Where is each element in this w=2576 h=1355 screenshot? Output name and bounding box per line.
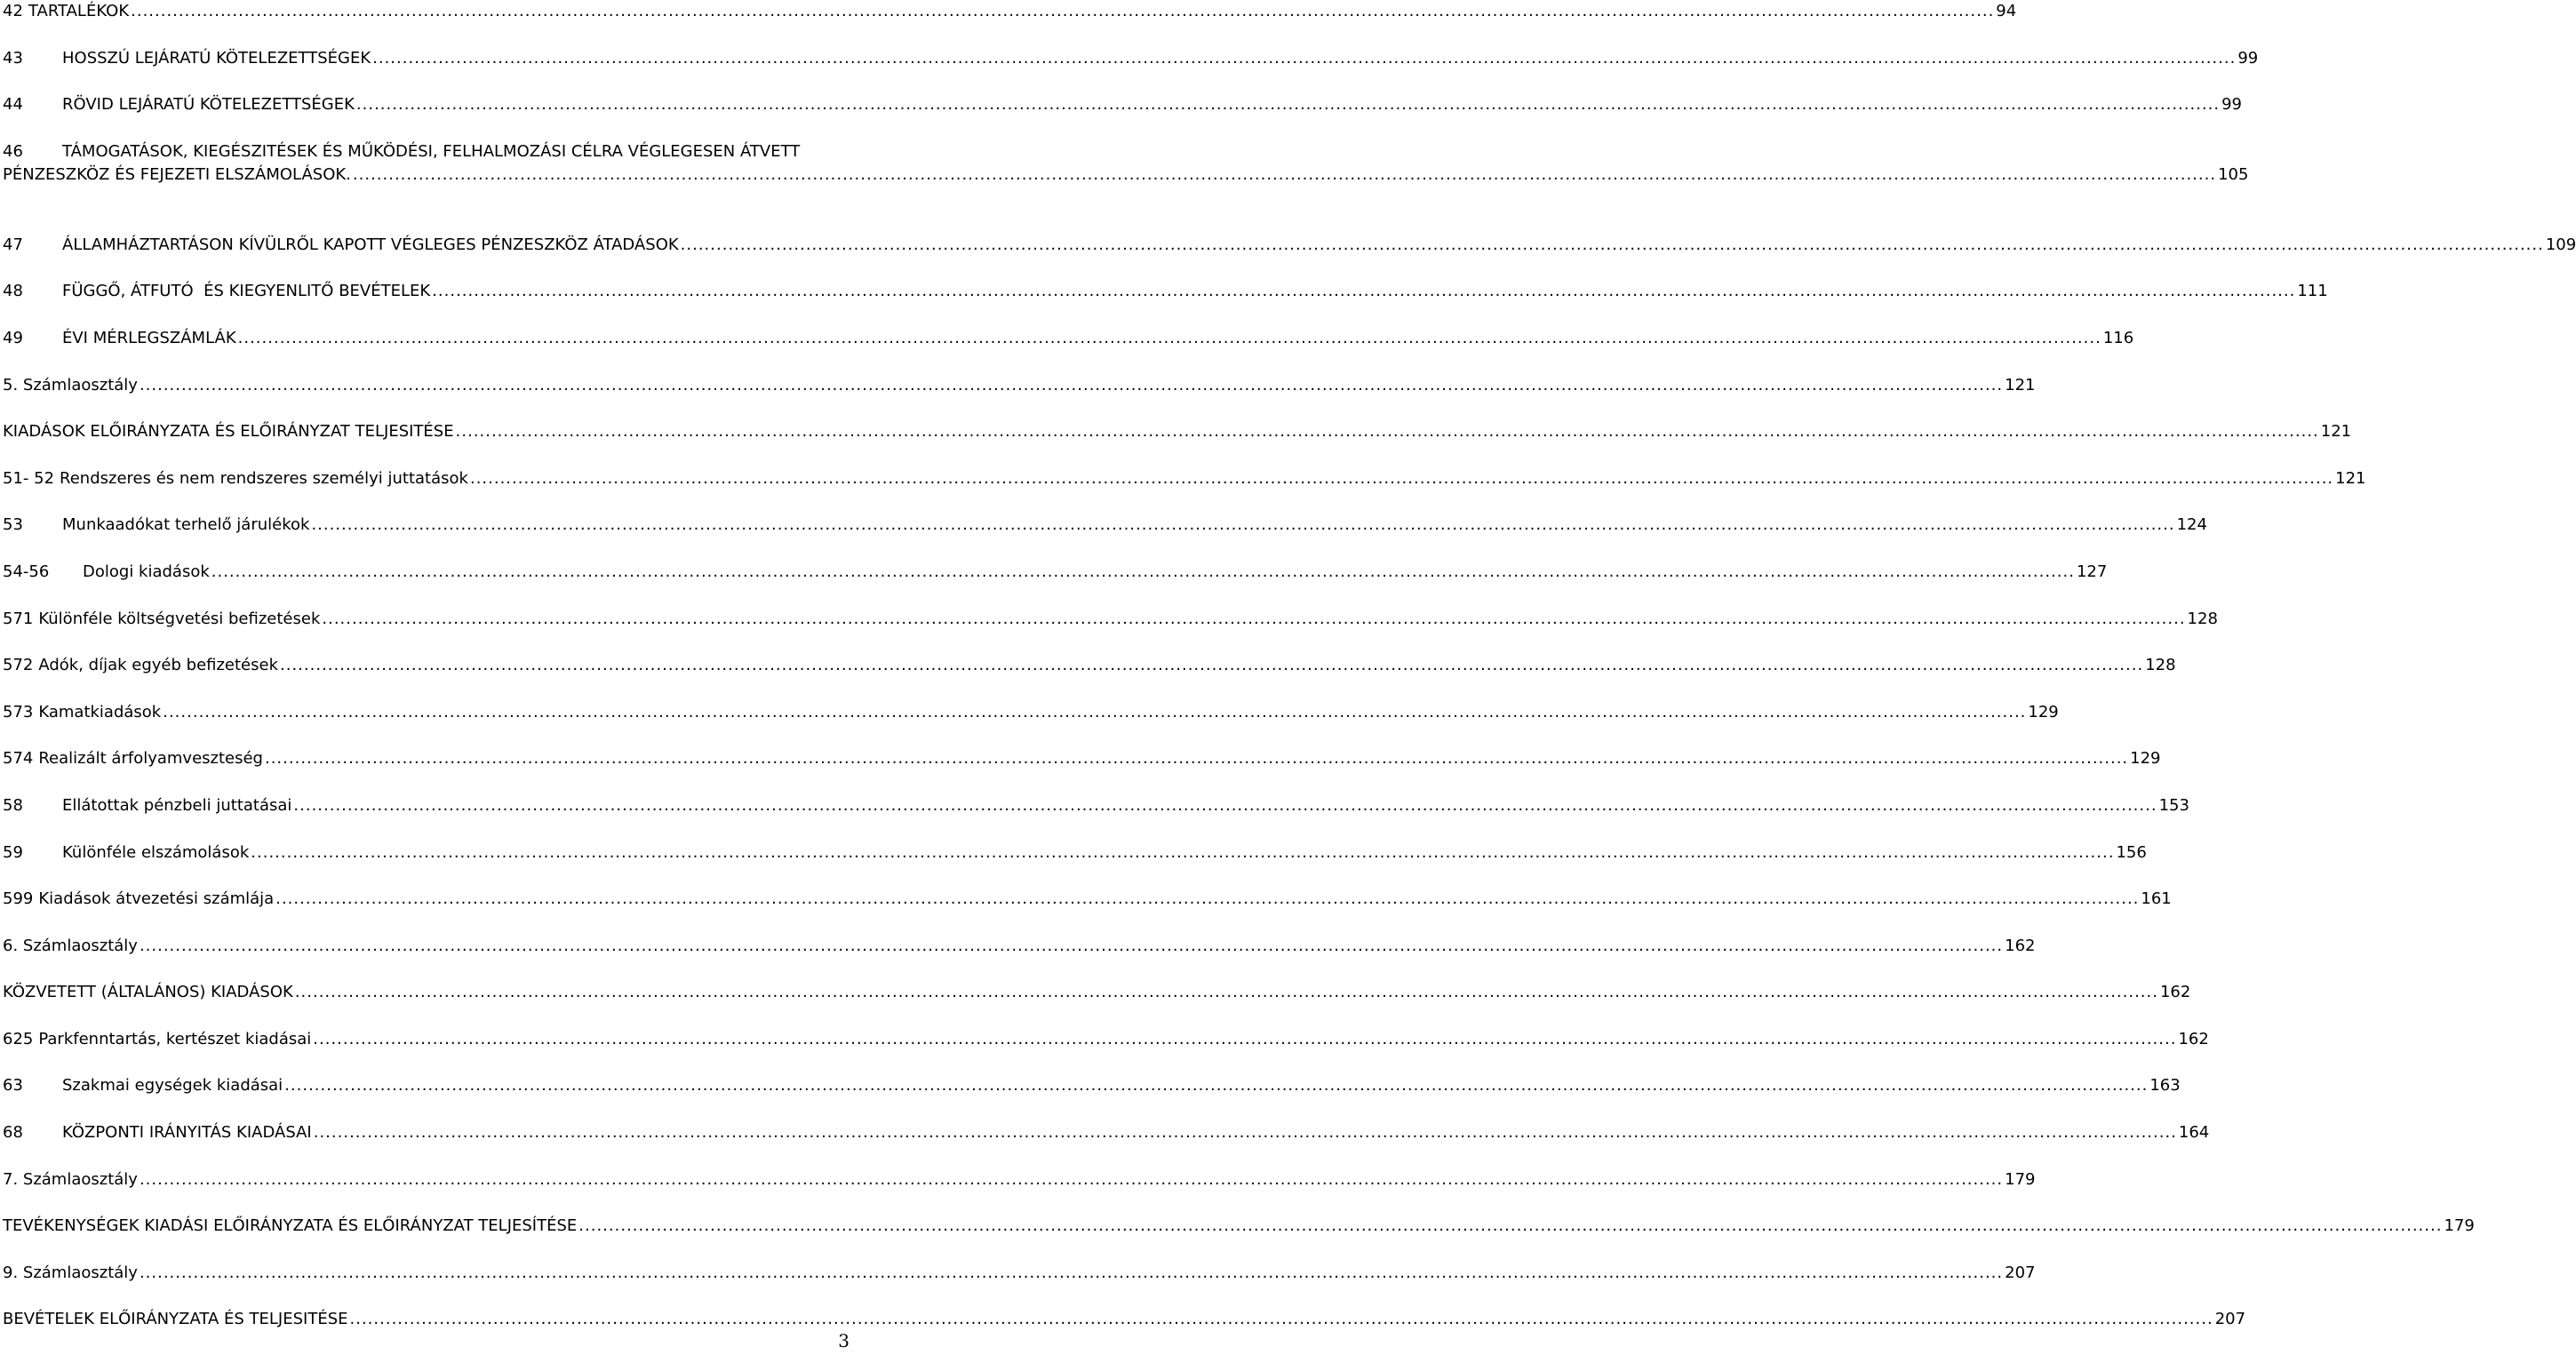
- dot-leader: [163, 701, 2026, 724]
- toc-entry[interactable]: [3, 747, 2161, 794]
- entry-page: 127: [2076, 562, 2108, 581]
- dot-leader: [372, 47, 2236, 70]
- dot-leader: [131, 0, 1994, 23]
- entry-title: KIADÁSOK ELŐIRÁNYZATA ÉS ELŐIRÁNYZAT TELJESITÉSE: [3, 422, 454, 442]
- entry-title: Realizált árfolyamveszteség: [38, 749, 263, 769]
- toc-entry[interactable]: [3, 1028, 2209, 1075]
- entry-title: Adók, díjak egyéb befizetések: [38, 656, 279, 675]
- toc-entry[interactable]: [3, 1215, 2475, 1262]
- entry-number: 48: [3, 282, 23, 301]
- toc-entry[interactable]: [3, 1308, 2246, 1355]
- entry-number: 53: [3, 515, 23, 535]
- entry-page: 121: [2320, 422, 2352, 442]
- entry-number: 44: [3, 95, 23, 115]
- entry-number: 68: [3, 1123, 23, 1143]
- entry-title: Különféle elszámolások: [62, 842, 250, 862]
- dot-leader: [265, 747, 2128, 770]
- dot-leader: [238, 327, 2101, 350]
- dot-leader: [353, 163, 2216, 187]
- entry-title-line2: PÉNZESZKÖZ ÉS FEJEZETI ELSZÁMOLÁSOK.: [3, 164, 351, 184]
- entry-title: HOSSZÚ LEJÁRATÚ KÖTELEZETTSÉGEK: [62, 48, 371, 68]
- dot-leader: [280, 654, 2143, 677]
- toc-entry[interactable]: [3, 93, 2242, 140]
- toc-entry[interactable]: [3, 140, 2249, 234]
- entry-page: 207: [2005, 1263, 2036, 1282]
- entry-page: 179: [2005, 1169, 2036, 1189]
- entry-page: 128: [2187, 609, 2218, 628]
- entry-page: 129: [2028, 702, 2059, 721]
- entry-title: TARTALÉKOK: [28, 2, 130, 20]
- entry-page: 156: [2116, 842, 2147, 862]
- toc-entry[interactable]: [3, 561, 2108, 608]
- entry-title: TEVÉKENYSÉGEK KIADÁSI ELŐIRÁNYZATA ÉS ELŐIRÁNYZAT TELJESÍTÉSE: [3, 1216, 578, 1236]
- entry-number: 47: [3, 235, 23, 254]
- entry-title: KÖZVETETT (ÁLTALÁNOS) KIADÁSOK: [3, 983, 293, 1002]
- entry-title: ÉVI MÉRLEGSZÁMLÁK: [62, 328, 236, 347]
- entry-page: 121: [2335, 468, 2366, 488]
- toc-entry[interactable]: [3, 888, 2172, 935]
- entry-page: 111: [2297, 282, 2328, 301]
- dot-leader: [432, 280, 2295, 303]
- entry-page: 116: [2102, 328, 2134, 347]
- dot-leader: [314, 1121, 2177, 1144]
- dot-leader: [275, 888, 2139, 911]
- toc-entry[interactable]: [3, 1168, 2036, 1216]
- entry-number: 46: [3, 141, 23, 161]
- entry-number: 43: [3, 48, 23, 68]
- entry-number: 571: [3, 609, 34, 628]
- entry-page: 128: [2145, 656, 2176, 675]
- entry-page: 164: [2178, 1123, 2210, 1143]
- entry-number: 599: [3, 889, 34, 909]
- toc-entry[interactable]: [3, 1262, 2036, 1309]
- entry-number: 625: [3, 1029, 34, 1048]
- toc-entry[interactable]: [3, 654, 2176, 701]
- entry-number: 58: [3, 795, 23, 815]
- entry-title: 7. Számlaosztály: [3, 1169, 138, 1189]
- entry-title: Különféle költségvetési befizetések: [38, 609, 321, 628]
- dot-leader: [313, 1028, 2176, 1051]
- dot-leader: [681, 234, 2544, 257]
- toc-entry[interactable]: [3, 280, 2328, 327]
- entry-title: Szakmai egységek kiadásai: [62, 1076, 283, 1096]
- entry-page: 105: [2218, 164, 2249, 184]
- entry-number: 59: [3, 842, 23, 862]
- entry-page: 163: [2149, 1076, 2181, 1096]
- dot-leader: [140, 374, 2003, 397]
- entry-title: Ellátottak pénzbeli juttatásai: [62, 795, 292, 815]
- entry-page: 121: [2005, 375, 2036, 395]
- toc-entry[interactable]: [3, 374, 2036, 421]
- entry-title: Kamatkiadások: [38, 702, 162, 721]
- dot-leader: [470, 467, 2333, 490]
- entry-title: 9. Számlaosztály: [3, 1263, 138, 1282]
- entry-page: 99: [2237, 48, 2259, 68]
- table-of-contents: [3, 0, 2576, 1355]
- entry-title: BEVÉTELEK ELŐIRÁNYZATA ÉS TELJESITÉSE: [3, 1310, 348, 1329]
- toc-entry[interactable]: [3, 234, 2576, 281]
- toc-entry[interactable]: [3, 467, 2366, 514]
- toc-entry[interactable]: [3, 608, 2218, 655]
- entry-page: 179: [2444, 1216, 2475, 1236]
- dot-leader: [211, 561, 2075, 584]
- entry-title: ÁLLAMHÁZTARTÁSON KÍVÜLRŐL KAPOTT VÉGLEGES PÉNZESZKÖZ ÁTADÁSOK: [62, 235, 679, 254]
- entry-page: 99: [2221, 95, 2242, 115]
- entry-number: 63: [3, 1076, 23, 1096]
- entry-number: 574: [3, 749, 34, 769]
- entry-page: 94: [1996, 2, 2017, 20]
- toc-entry[interactable]: [3, 981, 2191, 1028]
- entry-page: 153: [2158, 795, 2189, 815]
- toc-entry[interactable]: [3, 935, 2036, 982]
- toc-entry[interactable]: [3, 420, 2352, 467]
- toc-entry[interactable]: [3, 47, 2259, 94]
- toc-entry[interactable]: [3, 1074, 2181, 1121]
- dot-leader: [284, 1074, 2148, 1097]
- entry-number: 49: [3, 328, 23, 347]
- entry-number: 572: [3, 656, 34, 675]
- entry-number: 573: [3, 702, 34, 721]
- toc-entry[interactable]: [3, 701, 2059, 748]
- entry-title: KÖZPONTI IRÁNYITÁS KIADÁSAI: [62, 1123, 312, 1143]
- dot-leader: [251, 841, 2114, 865]
- entry-title: FÜGGŐ, ÁTFUTÓ ÉS KIEGYENLITŐ BEVÉTELEK: [62, 282, 431, 301]
- page-number: 3: [838, 1330, 849, 1351]
- entry-number: 51- 52: [3, 468, 55, 488]
- dot-leader: [578, 1215, 2442, 1238]
- entry-title: Kiadások átvezetési számlája: [38, 889, 275, 909]
- entry-page: 162: [2159, 983, 2191, 1002]
- entry-page: 124: [2176, 515, 2207, 535]
- dot-leader: [311, 514, 2174, 537]
- toc-entry[interactable]: [3, 0, 2017, 47]
- toc-entry[interactable]: [3, 514, 2207, 561]
- entry-title: Parkfenntartás, kertészet kiadásai: [38, 1029, 312, 1048]
- dot-leader: [140, 1168, 2003, 1192]
- dot-leader: [140, 1262, 2003, 1285]
- dot-leader: [456, 420, 2319, 443]
- entry-page: 129: [2130, 749, 2161, 769]
- toc-entry[interactable]: [3, 1121, 2210, 1168]
- entry-page: 161: [2141, 889, 2172, 909]
- dot-leader: [350, 1308, 2213, 1331]
- dot-leader: [140, 935, 2003, 958]
- dot-leader: [356, 93, 2220, 116]
- toc-entry[interactable]: [3, 794, 2189, 841]
- dot-leader: [293, 794, 2157, 817]
- entry-page: 109: [2545, 235, 2576, 254]
- entry-title: Munkaadókat terhelő járulékok: [62, 515, 310, 535]
- entry-title: 6. Számlaosztály: [3, 936, 138, 955]
- entry-title: 5. Számlaosztály: [3, 375, 138, 395]
- toc-entry[interactable]: [3, 841, 2147, 889]
- entry-title-line1: TÁMOGATÁSOK, KIEGÉSZITÉSEK ÉS MŰKÖDÉSI, FELHALMOZÁSI CÉLRA VÉGLEGESEN ÁTVETT: [62, 141, 801, 161]
- entry-title: Dologi kiadások: [83, 562, 210, 581]
- entry-title: Rendszeres és nem rendszeres személyi juttatások: [60, 468, 468, 488]
- toc-entry[interactable]: [3, 327, 2134, 374]
- entry-title: RÖVID LEJÁRATÚ KÖTELEZETTSÉGEK: [62, 95, 355, 115]
- entry-page: 162: [2178, 1029, 2209, 1048]
- entry-page: 207: [2214, 1310, 2246, 1329]
- entry-page: 162: [2005, 936, 2036, 955]
- entry-number: 54-56: [3, 562, 50, 581]
- dot-leader: [322, 608, 2185, 631]
- dot-leader: [295, 981, 2158, 1004]
- entry-number: 42: [3, 2, 23, 20]
